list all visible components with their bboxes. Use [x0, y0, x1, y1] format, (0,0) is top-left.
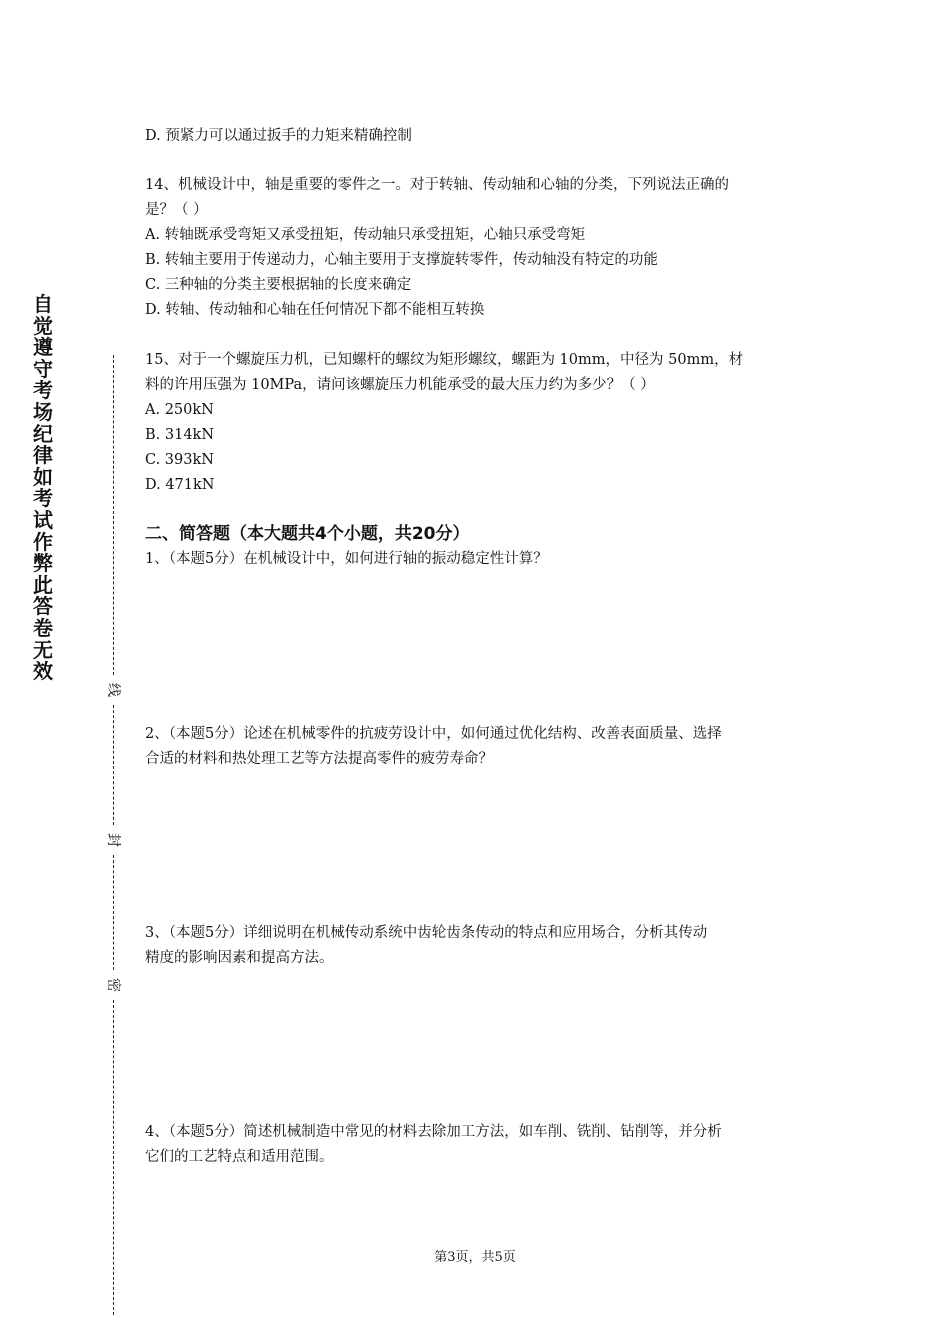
binding-line	[113, 1000, 114, 1315]
q14-stem: 14、机械设计中，轴是重要的零件之一。对于转轴、传动轴和心轴的分类，下列说法正确的	[145, 177, 729, 193]
q14-option-d: D. 转轴、传动轴和心轴在任何情况下都不能相互转换	[145, 302, 485, 318]
prev-question-option-d: D. 预紧力可以通过扳手的力矩来精确控制	[145, 128, 412, 144]
seal-label-seal: 封	[105, 833, 121, 847]
q14-option-c: C. 三种轴的分类主要根据轴的长度来确定	[145, 277, 412, 293]
q14-stem: 是？（ ）	[145, 202, 208, 218]
page-number: 第3页，共5页	[434, 1250, 516, 1265]
binding-line	[113, 355, 114, 675]
short-question-4: 4、（本题5分）简述机械制造中常见的材料去除加工方法，如车削、铣削、钻削等，并分析	[145, 1124, 722, 1140]
binding-line	[113, 855, 114, 970]
q15-option-b: B. 314kN	[145, 427, 215, 443]
short-question-2: 2、（本题5分）论述在机械零件的抗疲劳设计中，如何通过优化结构、改善表面质量、选择	[145, 726, 722, 742]
binding-line	[113, 705, 114, 825]
short-question-4-cont: 它们的工艺特点和适用范围。	[145, 1149, 334, 1165]
seal-label-line: 线	[105, 683, 121, 697]
q15-option-d: D. 471kN	[145, 477, 215, 493]
short-question-3: 3、（本题5分）详细说明在机械传动系统中齿轮齿条传动的特点和应用场合，分析其传动	[145, 925, 708, 941]
q14-option-b: B. 转轴主要用于传递动力，心轴主要用于支撑旋转零件，传动轴没有特定的功能	[145, 252, 658, 268]
short-question-3-cont: 精度的影响因素和提高方法。	[145, 950, 334, 966]
q15-option-a: A. 250kN	[145, 402, 214, 418]
short-question-1: 1、（本题5分）在机械设计中，如何进行轴的振动稳定性计算？	[145, 551, 548, 567]
exam-discipline-notice: 自觉遵守考场纪律如考试作弊此答卷无效	[33, 292, 53, 684]
short-question-2-cont: 合适的材料和热处理工艺等方法提高零件的疲劳寿命？	[145, 751, 493, 767]
q15-stem: 料的许用压强为 10MPa，请问该螺旋压力机能承受的最大压力约为多少？（ ）	[145, 377, 655, 393]
q15-stem: 15、对于一个螺旋压力机，已知螺杆的螺纹为矩形螺纹，螺距为 10mm，中径为 50mm，材	[145, 352, 744, 368]
q14-option-a: A. 转轴既承受弯矩又承受扭矩，传动轴只承受扭矩，心轴只承受弯矩	[145, 227, 586, 243]
section-heading: 二、简答题（本大题共4个小题，共20分）	[145, 524, 470, 544]
q15-option-c: C. 393kN	[145, 452, 214, 468]
seal-label-secret: 密	[105, 978, 121, 992]
